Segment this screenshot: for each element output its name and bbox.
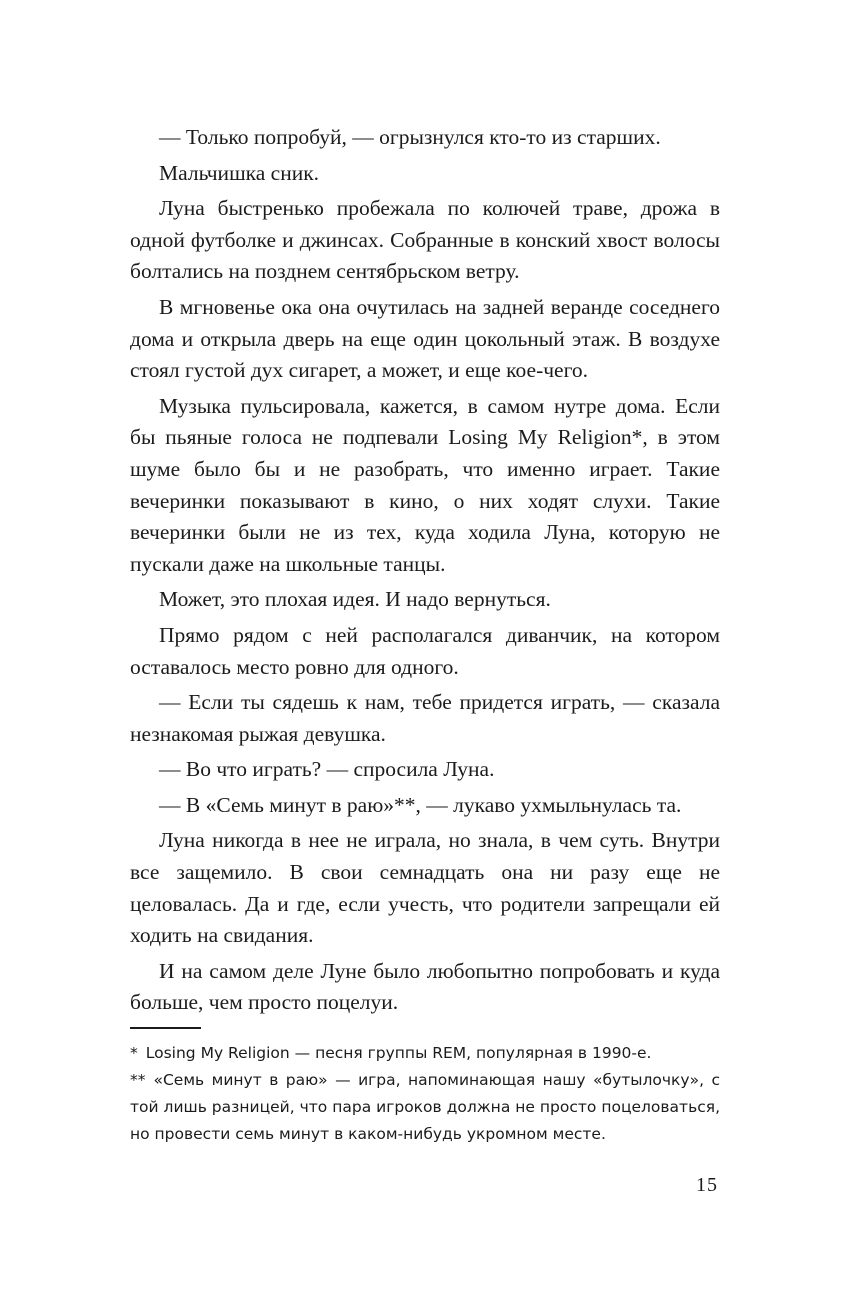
footnote-text: Losing My Religion — песня группы REM, популярная в 1990-е. [145,1044,652,1062]
footnote-divider [130,1027,201,1029]
page-number: 15 [696,1174,718,1196]
footnote-1 [130,1040,720,1067]
paragraph: Луна быстренько пробежала по колючей траве, дрожа в одной футболке и джинсах. Собранные в конский хвост волосы болтались на позднем сентябрьском ветру. [130,196,720,284]
paragraph: Может, это плохая идея. И надо вернуться. [159,587,551,612]
paragraph: Музыка пульсировала, кажется, в самом нутре дома. Если бы пьяные голоса не подпевали Losing My Religion*, в этом шуме было бы и не разобрать, что именно играет. Такие вечеринки показывают в кино, о них ходят слухи. Такие вечеринки были не из тех, куда ходила Луна, которую не пускали даже на школьные танцы. [130,393,720,576]
paragraph: Мальчишка сник. [159,160,320,185]
paragraph: — Во что играть? — спросила Луна. [159,757,495,782]
main-text [130,122,720,1023]
paragraph: В мгновенье ока она очутилась на задней веранде соседнего дома и открыла дверь на еще один цокольный этаж. В воздухе стоял густой дух сигарет, а может, и еще кое-чего. [130,294,720,383]
footnote-2 [130,1067,720,1148]
footnote-marker: * [130,1044,138,1062]
paragraph: — Если ты сядешь к нам, тебе придется играть, — сказала незнакомая рыжая девушка. [130,690,720,746]
paragraph: И на самом деле Луне было любопытно попробовать и куда больше, чем просто поцелуи. [130,958,720,1015]
footnotes [130,1040,720,1148]
paragraph: — Только попробуй, — огрызнулся кто-то из старших. [159,125,661,149]
footnote-marker: ** [130,1071,146,1089]
footnote-text: «Семь минут в раю» — игра, напоминающая нашу «бутылочку», с той лишь разницей, что пара игроков должна не просто поцеловаться, но провести семь минут в каком-нибудь укромном месте. [130,1071,720,1143]
paragraph: Прямо рядом с ней располагался диванчик, на котором оставалось место ровно для одного. [130,622,720,679]
paragraph: Луна никогда в нее не играла, но знала, в чем суть. Внутри все защемило. В свои семнадцать она ни разу еще не целовалась. Да и где, если учесть, что родители запрещали ей ходить на свидания. [130,828,720,948]
paragraph: — В «Семь минут в раю»**, — лукаво ухмыльнулась та. [159,792,682,817]
